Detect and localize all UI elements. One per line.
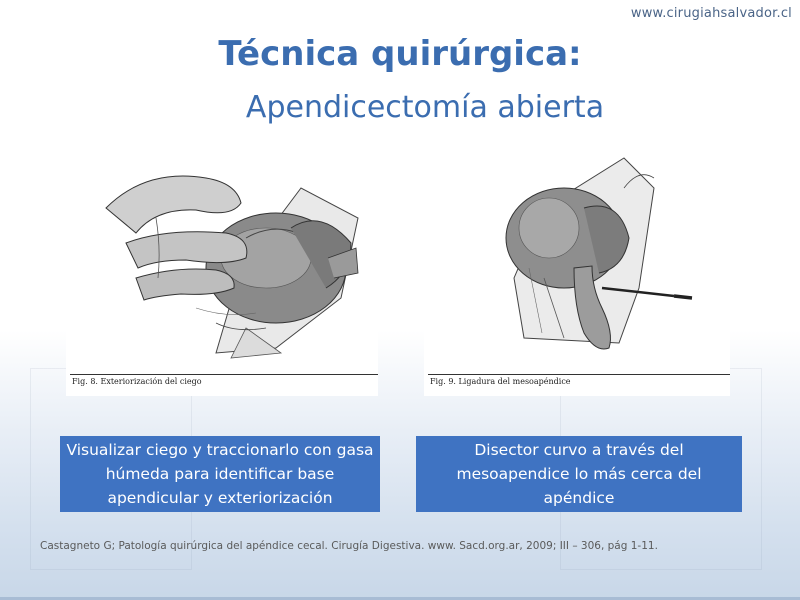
page-title: Técnica quirúrgica: (218, 34, 582, 74)
caption-rule (70, 374, 378, 375)
surgical-illustration-mesoappendix (424, 148, 730, 374)
surgical-illustration-cecum (66, 148, 378, 374)
figure-exteriorization-cecum (66, 148, 378, 396)
figure-caption: Fig. 9. Ligadura del mesoapéndice (430, 377, 571, 386)
page-subtitle: Apendicectomía abierta (245, 90, 605, 125)
figure-ligation-mesoappendix (424, 148, 730, 396)
caption-rule (428, 374, 730, 375)
citation: Castagneto G; Patología quirúrgica del apéndice cecal. Cirugía Digestiva. www. Sacd.org.ar, 2009; III – 306, pág 1-11. (40, 540, 658, 552)
site-url: www.cirugiahsalvador.cl (630, 6, 792, 21)
figure-caption: Fig. 8. Exteriorización del ciego (72, 377, 202, 386)
description-box-right: Disector curvo a través del mesoapendice lo más cerca del apéndice (416, 436, 742, 512)
description-box-left: Visualizar ciego y traccionarlo con gasa húmeda para identificar base apendicular y exteriorización (60, 436, 380, 512)
